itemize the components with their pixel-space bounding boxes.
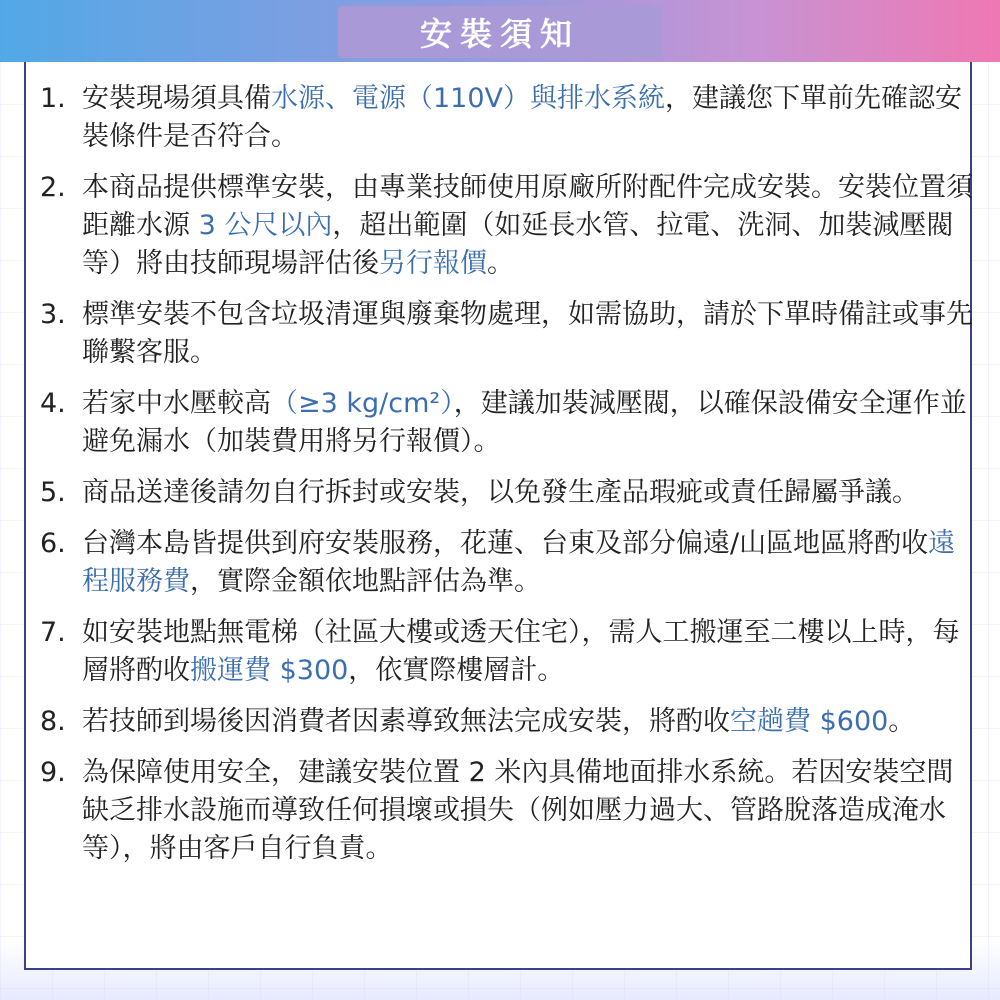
notice-text-segment: 如安裝地點無電梯（社區大樓或透天住宅），需人工搬運至二樓以上時，每層將酌收	[82, 617, 960, 686]
highlight-text: 搬運費 $300	[190, 655, 349, 686]
notice-number: 2.	[40, 172, 66, 203]
notice-number: 7.	[40, 617, 66, 648]
notice-text-segment: 為保障使用安全，建議安裝位置 2 米內具備地面排水系統。若因安裝空間缺乏排水設施而導致任何損壞或損失（例如壓力過大、管路脫落造成淹水等），將由客戶自行負責。	[82, 757, 954, 864]
notice-text	[82, 703, 975, 741]
notice-number: 9.	[40, 757, 66, 788]
notice-text	[82, 80, 975, 156]
notice-text-segment: 本商品提供標準安裝，由專業技師使用原廠所附配件完成安裝。安裝位置須距離水源	[82, 172, 973, 241]
page-title: 安裝須知	[338, 6, 662, 58]
notice-text-segment: ，實際金額依地點評估為準。	[190, 566, 541, 597]
notice-number: 4.	[40, 388, 66, 419]
notice-item	[40, 703, 975, 741]
notice-number: 8.	[40, 706, 66, 737]
notice-text-segment: ，建議加裝減壓閥，以確保設備安全運作並避免漏水（加裝費用將另行報價）。	[82, 388, 967, 457]
notice-text-segment: ，依實際樓層計。	[348, 655, 565, 686]
notice-text	[82, 169, 975, 283]
notice-item	[40, 296, 975, 372]
notice-text-segment: 商品送達後請勿自行拆封或安裝，以免發生產品瑕疵或責任歸屬爭議。	[82, 477, 919, 508]
highlight-text: 3 公尺以內	[190, 210, 333, 241]
notice-number: 6.	[40, 528, 66, 559]
highlight-text: 遠程服務費	[82, 528, 956, 597]
notice-text	[82, 296, 975, 372]
highlight-text: 水源、電源（110V）與排水系統	[271, 83, 666, 114]
notice-item	[40, 80, 975, 156]
notice-text-segment: 。	[487, 248, 514, 279]
notice-item	[40, 614, 975, 690]
notice-text-segment: 安裝現場須具備	[82, 83, 271, 114]
notice-text-segment: 。	[888, 706, 916, 737]
notice-text-segment: ，建議您下單前先確認安裝條件是否符合。	[82, 83, 963, 152]
notice-text-segment: 台灣本島皆提供到府安裝服務，花蓮、台東及部分偏遠/山區地區將酌收	[82, 528, 929, 559]
notice-text	[82, 385, 975, 461]
highlight-text: 另行報價	[379, 248, 487, 279]
notice-list	[40, 80, 975, 881]
notice-text	[82, 525, 975, 601]
notice-number: 3.	[40, 299, 66, 330]
highlight-text: 空趟費 $600	[730, 706, 889, 737]
notice-item	[40, 525, 975, 601]
notice-number: 1.	[40, 83, 66, 114]
notice-text-segment: ，超出範圍（如延長水管、拉電、洗洞、加裝減壓閥等）將由技師現場評估後	[82, 210, 954, 279]
notice-item	[40, 385, 975, 461]
notice-item	[40, 169, 975, 283]
notice-number: 5.	[40, 477, 66, 508]
notice-text	[82, 754, 975, 868]
notice-text-segment: 若家中水壓較高	[82, 388, 271, 419]
notice-text-segment: 標準安裝不包含垃圾清運與廢棄物處理，如需協助，請於下單時備註或事先聯繫客服。	[82, 299, 973, 368]
notice-text	[82, 614, 975, 690]
notice-text-segment: 若技師到場後因消費者因素導致無法完成安裝，將酌收	[82, 706, 730, 737]
highlight-text: （≥3 kg/cm²）	[271, 388, 454, 419]
notice-text	[82, 474, 975, 512]
notice-item	[40, 474, 975, 512]
notice-item	[40, 754, 975, 868]
